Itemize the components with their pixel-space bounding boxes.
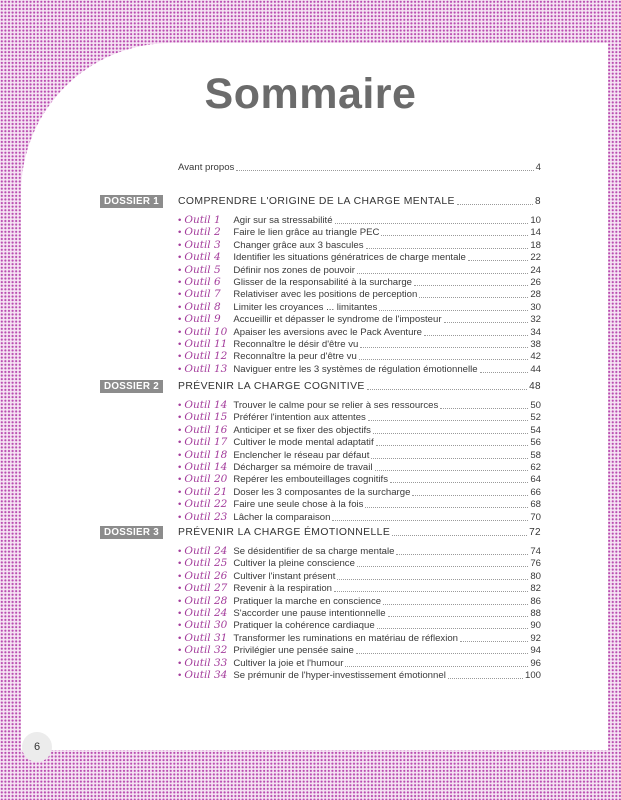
toc-entry[interactable] [178, 363, 541, 376]
toc-entry[interactable] [178, 545, 541, 558]
toc-entry[interactable] [178, 473, 541, 486]
toc-entry-label: Trouver le calme pour se relier à ses ressources [233, 400, 439, 411]
bullet-icon: • [178, 462, 182, 473]
dot-leader [357, 557, 528, 567]
bullet-icon: • [178, 670, 182, 681]
toc-entry-avant-propos[interactable] [178, 161, 541, 174]
toc-entry-label: Transformer les ruminations en matériau de réflexion [233, 632, 459, 644]
bullet-icon: • [178, 511, 182, 523]
dot-leader [379, 301, 528, 311]
toc-entry[interactable] [178, 350, 541, 363]
outil-number: Outil 25 [184, 557, 228, 570]
outil-number: Outil 12 [184, 350, 228, 363]
dossier-badge: DOSSIER 2 [100, 380, 163, 393]
outil-number: Outil 11 [184, 338, 228, 350]
toc-entry-page: 4 [535, 162, 541, 173]
toc-entry-page: 64 [530, 474, 541, 486]
toc-entry-page: 34 [530, 326, 541, 338]
toc-entry-label: Reconnaître le désir d'être vu [233, 339, 359, 350]
toc-entry-page: 50 [530, 400, 541, 411]
toc-entry-label: Cultiver le mode mental adaptatif [233, 437, 374, 449]
outil-number: Outil 4 [184, 251, 221, 264]
dot-leader [357, 264, 528, 274]
toc-entry-page: 96 [530, 657, 541, 669]
bullet-icon: • [178, 474, 182, 486]
toc-entry-page: 82 [530, 583, 541, 595]
toc-entry-page: 18 [530, 239, 541, 251]
toc-entry-page: 76 [530, 558, 541, 570]
toc-entry-page: 70 [530, 511, 541, 523]
dot-leader [335, 214, 529, 224]
outil-number: Outil 1 [184, 214, 221, 226]
dot-leader [414, 276, 528, 286]
dot-leader [356, 644, 528, 654]
toc-entry-page: 28 [530, 289, 541, 301]
toc-entry-label: Relativiser avec les positions de perception [233, 289, 418, 301]
toc-entry-label: Privilégier une pensée saine [233, 645, 354, 657]
dot-leader [367, 380, 527, 390]
toc-entry-label: Cultiver l'instant présent [233, 570, 336, 582]
outil-number: Outil 7 [184, 288, 221, 301]
outil-number: Outil 8 [184, 300, 221, 313]
toc-entry-page: 92 [530, 632, 541, 644]
dot-leader [457, 195, 533, 205]
toc-entry-page: 68 [530, 499, 541, 511]
bullet-icon: • [178, 301, 182, 313]
toc-entry-label: Reconnaître la peur d'être vu [233, 351, 357, 363]
dot-leader [375, 461, 529, 471]
outil-number: Outil 33 [184, 656, 228, 669]
toc-entry[interactable] [178, 276, 541, 289]
toc-entry-label: Cultiver la joie et l'humour [233, 657, 344, 669]
toc-entry-page: 32 [530, 314, 541, 326]
bullet-icon: • [178, 595, 182, 607]
toc-entry-label: Décharger sa mémoire de travail [233, 462, 373, 473]
toc-entry[interactable] [178, 607, 541, 620]
dot-leader [468, 251, 528, 261]
toc-entry-label: Apaiser les aversions avec le Pack Aventure [233, 326, 422, 338]
toc-entry-label: Limiter les croyances ... limitantes [233, 301, 378, 313]
toc-entry-page: 42 [530, 351, 541, 363]
bullet-icon: • [178, 424, 182, 436]
bullet-icon: • [178, 264, 182, 276]
dossier-heading-label: PRÉVENIR LA CHARGE COGNITIVE [178, 381, 365, 392]
bullet-icon: • [178, 363, 182, 375]
outil-number: Outil 30 [184, 619, 228, 632]
page-number: 6 [22, 732, 52, 762]
toc-entry[interactable] [178, 632, 541, 645]
toc-entry-label: Définir nos zones de pouvoir [233, 264, 355, 276]
toc-entry-label: Revenir à la respiration [233, 583, 333, 595]
toc-entry[interactable] [178, 411, 541, 424]
bullet-icon: • [178, 583, 182, 595]
toc-entry-label: S'accorder une pause intentionnelle [233, 608, 386, 619]
toc-entry[interactable] [178, 461, 541, 474]
outil-number: Outil 31 [184, 631, 228, 644]
toc-entry-page: 56 [530, 437, 541, 449]
outil-number: Outil 16 [184, 423, 228, 436]
toc-entry[interactable] [178, 486, 541, 499]
dossier-heading[interactable] [178, 195, 541, 208]
dot-leader [392, 526, 527, 536]
toc-entry-page: 26 [530, 277, 541, 288]
bullet-icon: • [178, 645, 182, 657]
dot-leader [419, 288, 528, 298]
toc-entry[interactable] [178, 582, 541, 595]
bullet-icon: • [178, 314, 182, 326]
toc-entry-page: 88 [530, 608, 541, 619]
bullet-icon: • [178, 227, 182, 239]
toc-entry[interactable] [178, 288, 541, 301]
toc-entry-page: 52 [530, 412, 541, 424]
outil-number: Outil 14 [184, 461, 228, 473]
dossier-heading-label: COMPRENDRE L'ORIGINE DE LA CHARGE MENTALE [178, 196, 455, 207]
dot-leader [388, 607, 529, 617]
toc-entry[interactable] [178, 644, 541, 657]
toc-entry-label: Glisser de la responsabilité à la surcharge [233, 277, 413, 288]
bullet-icon: • [178, 486, 182, 498]
bullet-icon: • [178, 632, 182, 644]
toc-entry[interactable] [178, 264, 541, 277]
dot-leader [365, 498, 528, 508]
dot-leader [424, 326, 528, 336]
toc-entry[interactable] [178, 251, 541, 264]
toc-entry-page: 74 [530, 546, 541, 557]
toc-entry-page: 86 [530, 595, 541, 607]
bullet-icon: • [178, 620, 182, 632]
bullet-icon: • [178, 558, 182, 570]
outil-number: Outil 18 [184, 448, 228, 461]
toc-entry-label: Se prémunir de l'hyper-investissement émotionnel [233, 670, 446, 681]
toc-entry-page: 58 [530, 449, 541, 461]
bullet-icon: • [178, 499, 182, 511]
toc-entry[interactable] [178, 498, 541, 511]
outil-number: Outil 20 [184, 473, 228, 486]
bullet-icon: • [178, 437, 182, 449]
toc-entry-page: 100 [524, 670, 541, 681]
toc-entry-page: 94 [530, 645, 541, 657]
toc-entry[interactable] [178, 338, 541, 351]
dot-leader [337, 570, 528, 580]
bullet-icon: • [178, 339, 182, 350]
bullet-icon: • [178, 570, 182, 582]
toc-entry-label: Enclencher le réseau par défaut [233, 449, 370, 461]
dot-leader [448, 669, 523, 679]
dot-leader [377, 619, 529, 629]
dot-leader [480, 363, 529, 373]
bullet-icon: • [178, 252, 182, 264]
outil-number: Outil 10 [184, 325, 228, 338]
dot-leader [381, 226, 528, 236]
dot-leader [332, 511, 528, 521]
dot-leader [359, 350, 529, 360]
toc-entry-label: Lâcher la comparaison [233, 511, 331, 523]
toc-entry[interactable] [178, 226, 541, 239]
dot-leader [376, 436, 529, 446]
outil-number: Outil 2 [184, 226, 221, 239]
dossier-heading-page: 72 [529, 527, 541, 538]
dot-leader [390, 473, 528, 483]
outil-number: Outil 28 [184, 594, 228, 607]
dot-leader [444, 313, 529, 323]
toc-entry[interactable] [178, 557, 541, 570]
outil-number: Outil 32 [184, 644, 228, 657]
outil-number: Outil 26 [184, 569, 228, 582]
dossier-badge: DOSSIER 3 [100, 526, 163, 539]
toc-entry-label: Préférer l'intention aux attentes [233, 412, 366, 424]
outil-number: Outil 24 [184, 607, 228, 619]
toc-entry-label: Identifier les situations génératrices de charge mentale [233, 252, 466, 264]
outil-number: Outil 17 [184, 436, 228, 449]
outil-number: Outil 13 [184, 362, 228, 375]
toc-entry[interactable] [178, 301, 541, 314]
dot-leader [368, 411, 528, 421]
toc-entry[interactable] [178, 214, 541, 227]
toc-entry[interactable] [178, 595, 541, 608]
outil-number: Outil 3 [184, 238, 221, 251]
outil-number: Outil 34 [184, 669, 228, 681]
toc-entry[interactable] [178, 570, 541, 583]
toc-entry-label: Avant propos [178, 162, 235, 173]
dot-leader [460, 632, 528, 642]
outil-number: Outil 6 [184, 276, 221, 288]
toc-entry-label: Changer grâce aux 3 bascules [233, 239, 364, 251]
bullet-icon: • [178, 289, 182, 301]
toc-entry[interactable] [178, 436, 541, 449]
toc-entry-label: Doser les 3 composantes de la surcharge [233, 486, 411, 498]
bullet-icon: • [178, 351, 182, 363]
toc-entry[interactable] [178, 399, 541, 412]
toc-entry-page: 22 [530, 252, 541, 264]
toc-entry-label: Faire le lien grâce au triangle PEC [233, 227, 380, 239]
bullet-icon: • [178, 239, 182, 251]
dot-leader [396, 545, 528, 555]
toc-entry[interactable] [178, 657, 541, 670]
toc-entry[interactable] [178, 326, 541, 339]
toc-entry-page: 54 [530, 424, 541, 436]
bullet-icon: • [178, 412, 182, 424]
outil-number: Outil 21 [184, 485, 228, 498]
toc-entry-label: Naviguer entre les 3 systèmes de régulation émotionnelle [233, 363, 478, 375]
bullet-icon: • [178, 326, 182, 338]
toc-entry-page: 44 [530, 363, 541, 375]
dot-leader [440, 399, 528, 409]
toc-entry-page: 80 [530, 570, 541, 582]
dossier-heading-page: 48 [529, 381, 541, 392]
toc-entry-page: 66 [530, 486, 541, 498]
toc-entry[interactable] [178, 619, 541, 632]
toc-entry[interactable] [178, 313, 541, 326]
dossier-badge: DOSSIER 1 [100, 195, 163, 208]
toc-entry-label: Accueillir et dépasser le syndrome de l'imposteur [233, 314, 442, 326]
outil-number: Outil 24 [184, 545, 228, 557]
toc-entry-label: Repérer les embouteillages cognitifs [233, 474, 389, 486]
toc-entry[interactable] [178, 511, 541, 524]
toc-entry[interactable] [178, 449, 541, 462]
bullet-icon: • [178, 277, 182, 288]
dossier-heading[interactable] [178, 380, 541, 393]
dot-leader [366, 239, 529, 249]
outil-number: Outil 15 [184, 411, 228, 424]
dot-leader [371, 449, 528, 459]
toc-entry-label: Pratiquer la marche en conscience [233, 595, 382, 607]
toc-entry[interactable] [178, 669, 541, 682]
outil-number: Outil 5 [184, 263, 221, 276]
page-title: Sommaire [204, 70, 417, 118]
dot-leader [360, 338, 528, 348]
toc-entry-label: Pratiquer la cohérence cardiaque [233, 620, 375, 632]
toc-entry-label: Agir sur sa stressabilité [233, 215, 333, 226]
toc-entry-page: 62 [530, 462, 541, 473]
dot-leader [236, 161, 533, 171]
dot-leader [334, 582, 528, 592]
bullet-icon: • [178, 400, 182, 411]
toc-entry-page: 90 [530, 620, 541, 632]
outil-number: Outil 14 [184, 399, 228, 411]
toc-entry-page: 14 [530, 227, 541, 239]
toc-entry-label: Se désidentifier de sa charge mentale [233, 546, 395, 557]
dossier-heading[interactable] [178, 526, 541, 539]
outil-number: Outil 23 [184, 510, 228, 523]
toc-entry-page: 30 [530, 301, 541, 313]
dot-leader [412, 486, 528, 496]
toc-entry-label: Faire une seule chose à la fois [233, 499, 364, 511]
outil-number: Outil 9 [184, 313, 221, 326]
toc-entry-page: 38 [530, 339, 541, 350]
dossier-heading-page: 8 [535, 196, 541, 207]
bullet-icon: • [178, 608, 182, 619]
bullet-icon: • [178, 657, 182, 669]
dot-leader [383, 595, 528, 605]
bullet-icon: • [178, 215, 182, 226]
dot-leader [373, 424, 528, 434]
dossier-heading-label: PRÉVENIR LA CHARGE ÉMOTIONNELLE [178, 527, 391, 538]
toc-entry-page: 24 [530, 264, 541, 276]
toc-entry[interactable] [178, 424, 541, 437]
toc-entry-label: Cultiver la pleine conscience [233, 558, 355, 570]
toc-entry-page: 10 [530, 215, 541, 226]
bullet-icon: • [178, 546, 182, 557]
outil-number: Outil 22 [184, 498, 228, 511]
bullet-icon: • [178, 449, 182, 461]
outil-number: Outil 27 [184, 582, 228, 595]
toc-entry-label: Anticiper et se fixer des objectifs [233, 424, 371, 436]
dot-leader [345, 657, 528, 667]
toc-entry[interactable] [178, 239, 541, 252]
